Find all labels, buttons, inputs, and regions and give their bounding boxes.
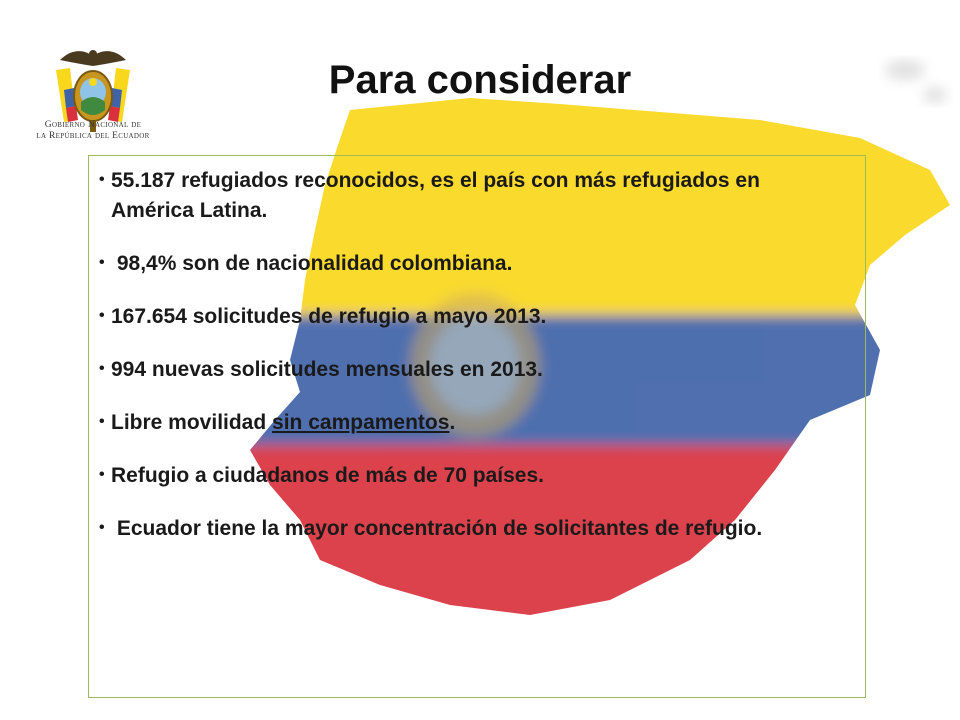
bullet-item <box>101 249 847 279</box>
bullet-text-underlined: sin campamentos <box>272 411 450 434</box>
bullet-item <box>101 166 847 226</box>
content-box <box>88 155 866 698</box>
bullet-text: Ecuador tiene la mayor concentración de solicitantes de refugio. <box>111 517 763 540</box>
bullet-text-suffix: . <box>449 411 456 434</box>
bullet-text: 167.654 solicitudes de refugio a mayo 2013. <box>111 305 547 328</box>
bullet-list <box>89 156 865 544</box>
bullet-item <box>101 302 847 332</box>
slide-title: Para considerar <box>328 58 632 102</box>
bullet-item <box>101 461 847 491</box>
bullet-item <box>101 355 847 385</box>
bullet-text: 98,4% son de nacionalidad colombiana. <box>111 252 513 275</box>
bullet-text: 55.187 refugiados reconocidos, es el país con más refugiados en América Latina. <box>111 169 760 222</box>
bullet-text: Refugio a ciudadanos de más de 70 países. <box>111 464 544 487</box>
bullet-item <box>101 408 847 438</box>
bullet-text-prefix: Libre movilidad <box>111 411 273 434</box>
logo-caption-line-1: Gobierno Nacional de <box>44 120 142 130</box>
bullet-text: 994 nuevas solicitudes mensuales en 2013. <box>111 358 543 381</box>
logo-caption <box>8 120 178 142</box>
bullet-item <box>101 514 847 544</box>
logo-caption-line-2: la República del Ecuador <box>36 131 150 141</box>
